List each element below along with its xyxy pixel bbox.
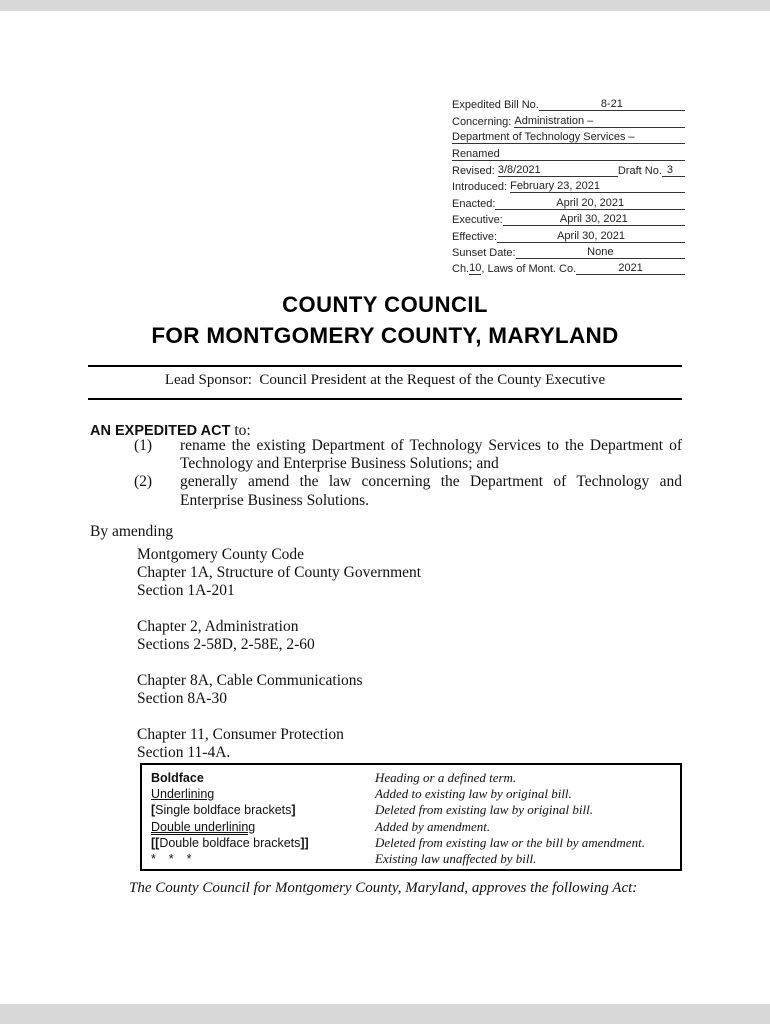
chapter-line <box>452 259 685 275</box>
revised-line <box>452 161 685 177</box>
revised-value: 3/8/2021 <box>497 163 541 176</box>
title-line-1: COUNTY COUNCIL <box>282 292 488 317</box>
enacted-label: Enacted: <box>452 197 496 210</box>
act-item-number: (2) <box>134 473 153 491</box>
sunset-value: None <box>516 246 685 259</box>
act-item-2 <box>134 473 682 509</box>
act-items <box>134 437 682 510</box>
bill-number-line <box>452 95 685 111</box>
legend-term <box>151 835 375 851</box>
amending-line: Section 11-4A. <box>137 744 231 761</box>
approval-clause: The County Council for Montgomery County, Maryland, approves the following Act: <box>129 880 638 896</box>
legend-row-double-underlining <box>151 819 672 835</box>
effective-value: April 30, 2021 <box>497 230 685 243</box>
legend-desc: Existing law unaffected by bill. <box>375 851 537 867</box>
concerning-label: Concerning: <box>452 115 515 128</box>
concerning-line <box>452 111 685 127</box>
act-heading-rest: to: <box>230 422 251 439</box>
act-item-number: (1) <box>134 437 153 454</box>
legend-term <box>151 802 375 818</box>
lead-sponsor-line: Lead Sponsor: Council President at the Request of the County Executive <box>164 372 606 388</box>
introduced-line <box>452 177 685 193</box>
horizontal-rule-bottom <box>88 398 682 400</box>
blank-underline <box>500 160 685 161</box>
legend-term: Underlining <box>151 787 215 802</box>
effective-label: Effective: <box>452 230 498 243</box>
act-item-text: generally amend the law concerning the Department of Technology and Enterprise Business Solutions. <box>180 473 682 509</box>
revised-label: Revised: <box>452 164 498 177</box>
open-bracket: [[ <box>151 835 160 850</box>
chapter-number: 10 <box>469 262 482 275</box>
amending-line: Chapter 11, Consumer Protection <box>137 726 344 743</box>
amending-line: Section 8A-30 <box>137 690 227 707</box>
sunset-line <box>452 243 685 259</box>
act-item-text: rename the existing Department of Technology Services to the Department of Technology and Enterprise Business Solutions; and <box>180 437 682 473</box>
amending-line: Chapter 1A, Structure of County Government <box>137 564 422 581</box>
blank-underline <box>541 176 618 177</box>
amending-line: Chapter 2, Administration <box>137 618 299 635</box>
act-item-1 <box>134 437 682 473</box>
open-bracket: [ <box>151 803 156 818</box>
executive-label: Executive: <box>452 214 503 227</box>
legend-term: Boldface <box>151 771 204 785</box>
amending-list <box>137 546 421 762</box>
concerning-value-3: Renamed <box>452 147 500 160</box>
legend-desc: Heading or a defined term. <box>375 770 517 785</box>
title-line-2: FOR MONTGOMERY COUNTY, MARYLAND <box>151 323 619 348</box>
amending-line: Sections 2-58D, 2-58E, 2-60 <box>137 636 315 653</box>
amending-line: Chapter 8A, Cable Communications <box>137 672 363 689</box>
legend-term: Double underlining <box>151 819 256 834</box>
laws-year: 2021 <box>576 262 685 275</box>
amending-line: Section 1A-201 <box>137 582 235 599</box>
drafting-legend-box <box>140 763 682 871</box>
chapter-label: Ch. <box>452 263 470 276</box>
legend-row-boldface <box>151 770 672 786</box>
bill-header-block <box>452 95 685 275</box>
sunset-label: Sunset Date: <box>452 246 516 259</box>
laws-label: , Laws of Mont. Co. <box>481 263 577 276</box>
document-title <box>0 292 770 349</box>
concerning-value: Administration – <box>514 115 685 128</box>
enacted-value: April 20, 2021 <box>495 197 685 210</box>
legend-row-double-brackets <box>151 835 672 851</box>
close-bracket: ] <box>291 803 296 818</box>
close-bracket: ]] <box>300 835 309 850</box>
legend-row-single-brackets <box>151 802 672 818</box>
bill-number-label: Expedited Bill No. <box>452 99 539 112</box>
draft-no-value: 3 <box>662 164 685 177</box>
executive-value: April 30, 2021 <box>503 213 685 226</box>
legend-desc: Added to existing law by original bill. <box>375 786 572 802</box>
bill-number-value: 8-21 <box>539 98 685 111</box>
legend-desc: Deleted from existing law by original bill. <box>375 802 593 818</box>
introduced-label: Introduced: <box>452 181 511 194</box>
legend-desc: Deleted from existing law or the bill by amendment. <box>375 834 645 850</box>
document-page <box>0 11 770 1004</box>
act-heading-bold: AN EXPEDITED ACT <box>90 423 231 439</box>
concerning-value-2: Department of Technology Services – <box>452 131 685 144</box>
legend-row-asterisks <box>151 851 672 867</box>
executive-line <box>452 210 685 226</box>
horizontal-rule-top <box>88 365 682 367</box>
bracket-text: Double boldface brackets <box>159 835 301 850</box>
effective-line <box>452 226 685 242</box>
bracket-text: Single boldface brackets <box>155 803 292 818</box>
concerning-line-3 <box>452 144 685 160</box>
by-amending-intro: By amending <box>90 523 174 540</box>
draft-no-label: Draft No. <box>617 164 662 177</box>
enacted-line <box>452 193 685 209</box>
legend-row-underlining <box>151 786 672 802</box>
legend-desc: Added by amendment. <box>375 818 491 834</box>
legend-term: * * * <box>151 852 194 867</box>
amending-line: Montgomery County Code <box>137 546 305 563</box>
concerning-line-2 <box>452 128 685 144</box>
introduced-value: February 23, 2021 <box>510 180 685 193</box>
